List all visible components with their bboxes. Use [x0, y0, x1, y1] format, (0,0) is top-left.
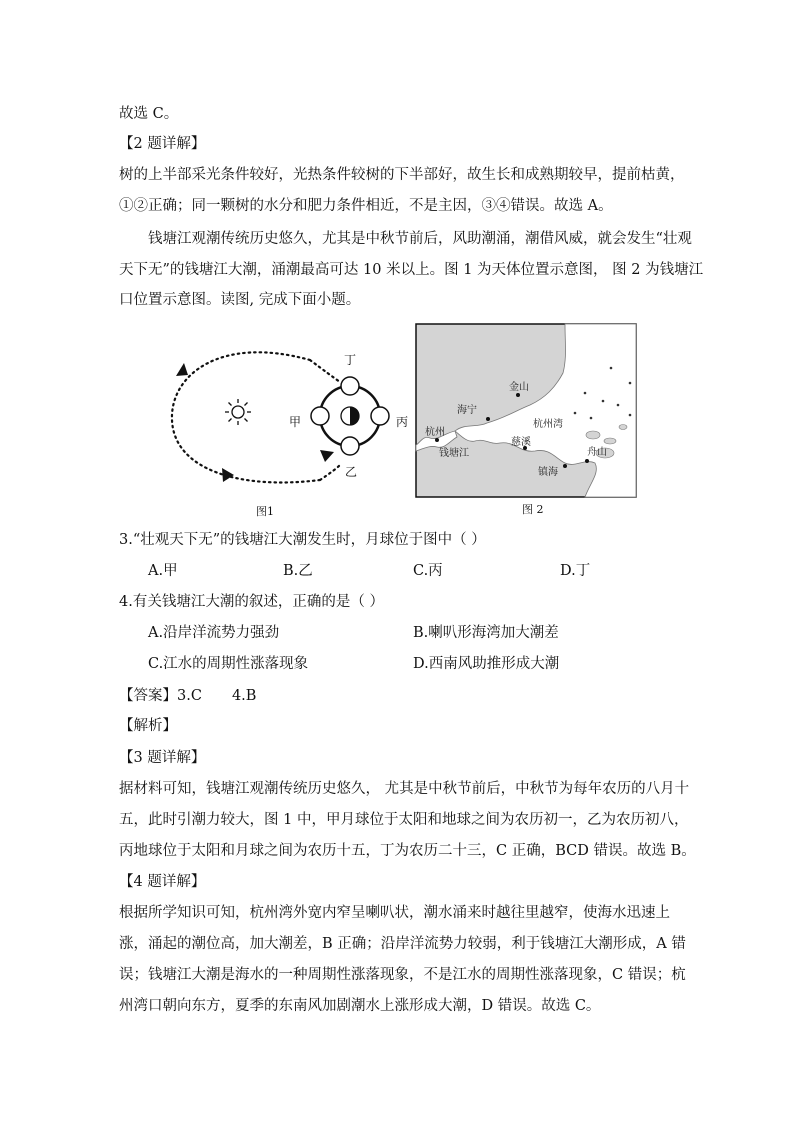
map-label-hangzhou: 杭州 [425, 427, 445, 438]
answer-3: 3.C [177, 688, 202, 704]
text-line: 根据所学知识可知，杭州湾外宽内窄呈喇叭状，潮水涌来时越往里越窄，使海水迅速上 [119, 905, 670, 921]
text-line: 树的上半部采光条件较好，光热条件较树的下半部好，故生长和成熟期较早，提前枯黄， [119, 167, 685, 183]
q4-option-d: D.西南风助推形成大潮 [413, 656, 560, 672]
map-label-hangzhouwan: 杭州湾 [533, 419, 563, 430]
moon-bottom [341, 437, 359, 455]
figure-2-map [415, 323, 637, 498]
q4-option-c: C.江水的周期性涨落现象 [148, 656, 309, 672]
text-line: 涨，涌起的潮位高，加大潮差，B 正确；沿岸洋流势力较弱，利于钱塘江大潮形成，A 错 [119, 936, 686, 952]
text-line: 州湾口朝向东方，夏季的东南风加剧潮水上涨形成大潮，D 错误。故选 C。 [119, 998, 601, 1014]
map-label-haining: 海宁 [457, 405, 477, 416]
question-3-stem: 3.“壮观天下无”的钱塘江大潮发生时，月球位于图中（ ） [119, 532, 486, 548]
section-title: 【2 题详解】 [119, 136, 206, 152]
q3-option-a: A.甲 [148, 563, 178, 579]
map-label-qiantangjiang: 钱塘江 [439, 448, 469, 459]
text-line: 天下无”的钱塘江大潮，涌潮最高可达 10 米以上。图 1 为天体位置示意图， 图 2 为钱塘江 [119, 262, 704, 278]
answer-line [119, 686, 256, 706]
map-label-cixi: 慈溪 [511, 437, 531, 448]
moon-left [311, 407, 329, 425]
map-label-jinshan: 金山 [509, 382, 529, 393]
analysis-title: 【解析】 [119, 718, 177, 734]
q3-option-d: D.丁 [560, 563, 591, 579]
q4-option-a: A.沿岸洋流势力强劲 [148, 625, 280, 641]
detail-3-title: 【3 题详解】 [119, 750, 206, 766]
label-jia: 甲 [289, 415, 302, 429]
earth-icon [341, 407, 359, 425]
orbit-arrow [222, 468, 234, 482]
q3-option-b: B.乙 [283, 563, 313, 579]
text-line: 据材料可知，钱塘江观潮传统历史悠久， 尤其是中秋节前后，中秋节为每年农历的八月十 [119, 781, 690, 797]
text-line: 口位置示意图。读图, 完成下面小题。 [119, 292, 361, 308]
label-bing: 丙 [396, 415, 409, 429]
moon-right [371, 407, 389, 425]
label-yi: 乙 [345, 465, 358, 479]
orbit-arrow [320, 450, 334, 462]
text-line: 丙地球位于太阳和月球之间为农历十五，丁为农历二十三，C 正确，BCD 错误。故选 B。 [119, 843, 696, 859]
text-line: 故选 C。 [119, 106, 179, 122]
figure-1-diagram [160, 330, 420, 505]
text-line: 钱塘江观潮传统历史悠久，尤其是中秋节前后，风助潮涌，潮借风威，就会发生“壮观 [148, 231, 692, 247]
text-line: ①②正确；同一颗树的水分和肥力条件相近，不是主因，③④错误。故选 A。 [119, 198, 613, 214]
answer-4: 4.B [231, 688, 257, 704]
question-4-stem: 4.有关钱塘江大潮的叙述，正确的是（ ） [119, 594, 384, 610]
q3-option-c: C.丙 [413, 563, 443, 579]
figure-1-caption: 图1 [256, 505, 274, 518]
orbit-arrow [176, 363, 188, 376]
text-line: 误；钱塘江大潮是海水的一种周期性涨落现象，不是江水的周期性涨落现象，C 错误；杭 [119, 967, 686, 983]
figure-2-caption: 图 2 [522, 503, 544, 516]
map-label-zhoushan: 舟山 [587, 447, 607, 458]
moon-top [341, 377, 359, 395]
label-ding: 丁 [344, 353, 357, 367]
answer-label: 【答案】 [119, 688, 177, 704]
q4-option-b: B.喇叭形海湾加大潮差 [413, 625, 559, 641]
sun-icon [225, 399, 251, 425]
map-label-zhenhai: 镇海 [538, 467, 558, 478]
text-line: 五，此时引潮力较大，图 1 中，甲月球位于太阳和地球之间为农历初一，乙为农历初八， [119, 812, 689, 828]
detail-4-title: 【4 题详解】 [119, 874, 206, 890]
